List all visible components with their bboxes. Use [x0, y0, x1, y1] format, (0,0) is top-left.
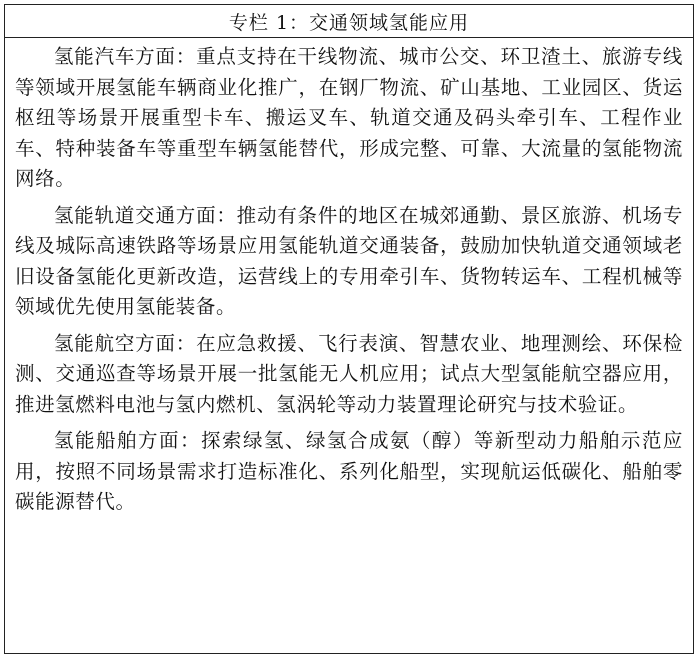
column-title: 专栏 1：交通领域氢能应用 — [5, 5, 693, 38]
paragraph-hydrogen-vehicles: 氢能汽车方面：重点支持在干线物流、城市公交、环卫渣土、旅游专线等领域开展氢能车辆商业化推广，在钢厂物流、矿山基地、工业园区、货运枢纽等场景开展重型卡车、搬运叉车、轨道交通及码头牵引车、工程作业车、特种装备车等重型车辆氢能替代，形成完整、可靠、大流量的氢能物流网络。 — [15, 45, 683, 190]
special-column-box — [4, 4, 694, 654]
paragraph-hydrogen-rail: 氢能轨道交通方面：推动有条件的地区在城郊通勤、景区旅游、机场专线及城际高速铁路等场景应用氢能轨道交通装备，鼓励加快轨道交通领域老旧设备氢能化更新改造，运营线上的专用牵引车、货物转运车、工程机械等领域优先使用氢能装备。 — [15, 203, 683, 318]
paragraph-hydrogen-ships: 氢能船舶方面：探索绿氢、绿氢合成氨（醇）等新型动力船舶示范应用，按照不同场景需求打造标准化、系列化船型，实现航运低碳化、船舶零碳能源替代。 — [15, 429, 683, 513]
column-body — [5, 38, 693, 518]
paragraph-hydrogen-aviation: 氢能航空方面：在应急救援、飞行表演、智慧农业、地理测绘、环保检测、交通巡查等场景开展一批氢能无人机应用；试点大型氢能航空器应用，推进氢燃料电池与氢内燃机、氢涡轮等动力装置理论研究与技术验证。 — [15, 331, 683, 416]
